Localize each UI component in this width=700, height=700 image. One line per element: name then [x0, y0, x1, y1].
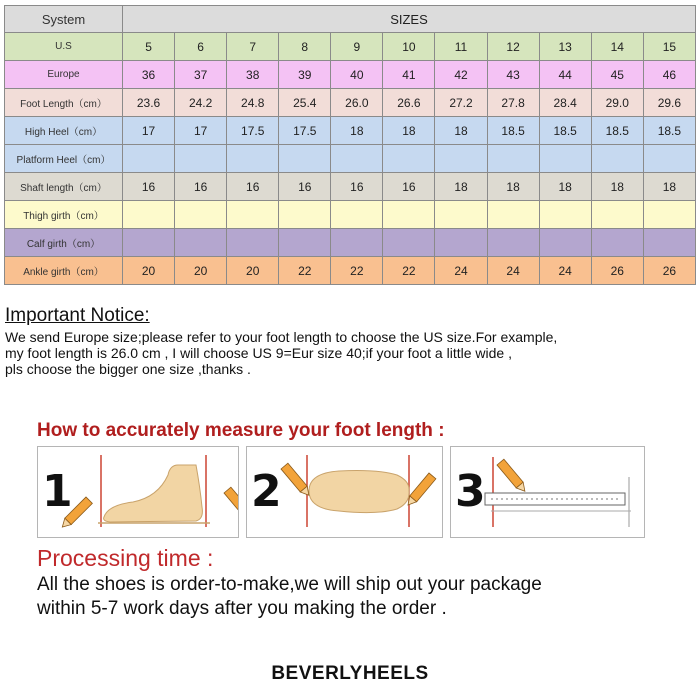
size-value-cell: 9 — [331, 33, 383, 61]
measure-step-1 — [37, 446, 239, 538]
size-value-cell: 24.8 — [227, 89, 279, 117]
size-value-cell: 22 — [279, 257, 331, 285]
size-value-cell — [123, 145, 175, 173]
size-value-cell: 18 — [539, 173, 591, 201]
size-value-cell: 26.6 — [383, 89, 435, 117]
size-value-cell: 5 — [123, 33, 175, 61]
measure-title: How to accurately measure your foot length : — [37, 420, 445, 441]
size-value-cell — [435, 145, 487, 173]
size-value-cell — [643, 229, 695, 257]
size-value-cell: 24 — [435, 257, 487, 285]
size-value-cell: 45 — [591, 61, 643, 89]
table-row — [5, 61, 696, 89]
size-value-cell: 18.5 — [643, 117, 695, 145]
step-number: 2 — [251, 466, 282, 517]
notice-line: my foot length is 26.0 cm , I will choose US 9=Eur size 40;if your foot a little wide , — [5, 345, 512, 361]
table-header-row — [5, 6, 696, 33]
size-value-cell: 17 — [123, 117, 175, 145]
size-value-cell: 22 — [331, 257, 383, 285]
notice-body — [5, 329, 695, 377]
size-value-cell: 18 — [435, 173, 487, 201]
size-value-cell — [227, 145, 279, 173]
size-value-cell — [435, 201, 487, 229]
table-row — [5, 33, 696, 61]
size-value-cell: 46 — [643, 61, 695, 89]
size-value-cell — [331, 229, 383, 257]
size-value-cell: 26.0 — [331, 89, 383, 117]
step-number: 1 — [42, 466, 73, 517]
size-value-cell: 10 — [383, 33, 435, 61]
size-value-cell: 18 — [435, 117, 487, 145]
size-value-cell: 18.5 — [591, 117, 643, 145]
notice-title: Important Notice: — [5, 305, 150, 326]
size-value-cell — [435, 229, 487, 257]
brand-name: BEVERLYHEELS — [271, 663, 429, 684]
size-value-cell: 24 — [487, 257, 539, 285]
size-value-cell — [591, 145, 643, 173]
processing-body — [37, 573, 687, 621]
size-value-cell: 15 — [643, 33, 695, 61]
size-value-cell: 36 — [123, 61, 175, 89]
row-label-cell: Thigh girth（cm） — [5, 201, 123, 229]
size-value-cell: 17.5 — [279, 117, 331, 145]
table-row — [5, 173, 696, 201]
size-value-cell: 29.6 — [643, 89, 695, 117]
size-value-cell: 26 — [643, 257, 695, 285]
row-label-cell: Europe — [5, 61, 123, 89]
size-value-cell: 16 — [175, 173, 227, 201]
size-value-cell: 13 — [539, 33, 591, 61]
table-row — [5, 257, 696, 285]
row-label-cell: High Heel（cm） — [5, 117, 123, 145]
size-value-cell — [123, 201, 175, 229]
size-value-cell: 43 — [487, 61, 539, 89]
size-value-cell: 23.6 — [123, 89, 175, 117]
processing-line: within 5-7 work days after you making the order . — [37, 598, 447, 619]
table-row — [5, 117, 696, 145]
size-value-cell: 42 — [435, 61, 487, 89]
size-value-cell: 27.2 — [435, 89, 487, 117]
processing-title: Processing time : — [37, 545, 214, 571]
row-label-cell: Shaft length（cm） — [5, 173, 123, 201]
size-value-cell — [383, 145, 435, 173]
processing-line: All the shoes is order-to-make,we will ship out your package — [37, 574, 542, 595]
size-value-cell: 26 — [591, 257, 643, 285]
size-value-cell: 18 — [487, 173, 539, 201]
size-value-cell: 18 — [643, 173, 695, 201]
size-value-cell — [227, 229, 279, 257]
size-value-cell: 29.0 — [591, 89, 643, 117]
size-value-cell — [539, 229, 591, 257]
table-row — [5, 229, 696, 257]
size-value-cell: 18 — [591, 173, 643, 201]
size-value-cell: 38 — [227, 61, 279, 89]
size-value-cell — [487, 229, 539, 257]
size-value-cell — [331, 145, 383, 173]
size-value-cell: 14 — [591, 33, 643, 61]
size-value-cell: 37 — [175, 61, 227, 89]
size-value-cell: 24.2 — [175, 89, 227, 117]
size-value-cell — [279, 229, 331, 257]
size-value-cell: 28.4 — [539, 89, 591, 117]
size-value-cell: 16 — [383, 173, 435, 201]
size-value-cell — [123, 229, 175, 257]
size-value-cell: 18.5 — [487, 117, 539, 145]
size-value-cell — [279, 201, 331, 229]
size-value-cell: 25.4 — [279, 89, 331, 117]
row-label-cell: Calf girth（cm） — [5, 229, 123, 257]
size-value-cell: 8 — [279, 33, 331, 61]
size-value-cell: 20 — [123, 257, 175, 285]
size-value-cell — [643, 145, 695, 173]
size-value-cell: 40 — [331, 61, 383, 89]
size-value-cell: 18.5 — [539, 117, 591, 145]
size-value-cell — [591, 201, 643, 229]
size-value-cell: 41 — [383, 61, 435, 89]
size-value-cell — [227, 201, 279, 229]
notice-line: We send Europe size;please refer to your foot length to choose the US size.For example, — [5, 329, 558, 345]
table-row — [5, 145, 696, 173]
size-value-cell: 16 — [227, 173, 279, 201]
size-value-cell: 17.5 — [227, 117, 279, 145]
size-value-cell: 7 — [227, 33, 279, 61]
size-value-cell — [383, 201, 435, 229]
sizes-header-cell: SIZES — [123, 6, 696, 33]
size-value-cell: 11 — [435, 33, 487, 61]
system-header-cell: System — [5, 6, 123, 33]
row-label-cell: Ankle girth（cm） — [5, 257, 123, 285]
size-value-cell: 18 — [383, 117, 435, 145]
size-value-cell: 22 — [383, 257, 435, 285]
size-value-cell — [331, 201, 383, 229]
size-value-cell: 18 — [331, 117, 383, 145]
table-row — [5, 201, 696, 229]
size-value-cell: 6 — [175, 33, 227, 61]
size-value-cell: 16 — [123, 173, 175, 201]
size-value-cell — [539, 201, 591, 229]
size-value-cell — [487, 145, 539, 173]
size-value-cell: 20 — [175, 257, 227, 285]
size-value-cell — [383, 229, 435, 257]
row-label-cell: Foot Length（cm） — [5, 89, 123, 117]
size-value-cell — [175, 145, 227, 173]
size-chart-table — [4, 5, 696, 285]
row-label-cell: Platform Heel（cm） — [5, 145, 123, 173]
measure-step-3 — [450, 446, 645, 538]
notice-line: pls choose the bigger one size ,thanks . — [5, 361, 251, 377]
size-value-cell: 20 — [227, 257, 279, 285]
size-value-cell — [487, 201, 539, 229]
size-value-cell — [591, 229, 643, 257]
size-value-cell: 12 — [487, 33, 539, 61]
table-row — [5, 89, 696, 117]
size-value-cell — [539, 145, 591, 173]
size-value-cell: 17 — [175, 117, 227, 145]
size-value-cell — [175, 201, 227, 229]
size-value-cell: 27.8 — [487, 89, 539, 117]
size-value-cell: 24 — [539, 257, 591, 285]
size-value-cell: 16 — [279, 173, 331, 201]
size-value-cell — [175, 229, 227, 257]
measure-step-2 — [246, 446, 443, 538]
size-value-cell: 44 — [539, 61, 591, 89]
size-value-cell: 16 — [331, 173, 383, 201]
row-label-cell: U.S — [5, 33, 123, 61]
size-value-cell — [279, 145, 331, 173]
size-value-cell: 39 — [279, 61, 331, 89]
size-value-cell — [643, 201, 695, 229]
step-number: 3 — [455, 466, 486, 517]
